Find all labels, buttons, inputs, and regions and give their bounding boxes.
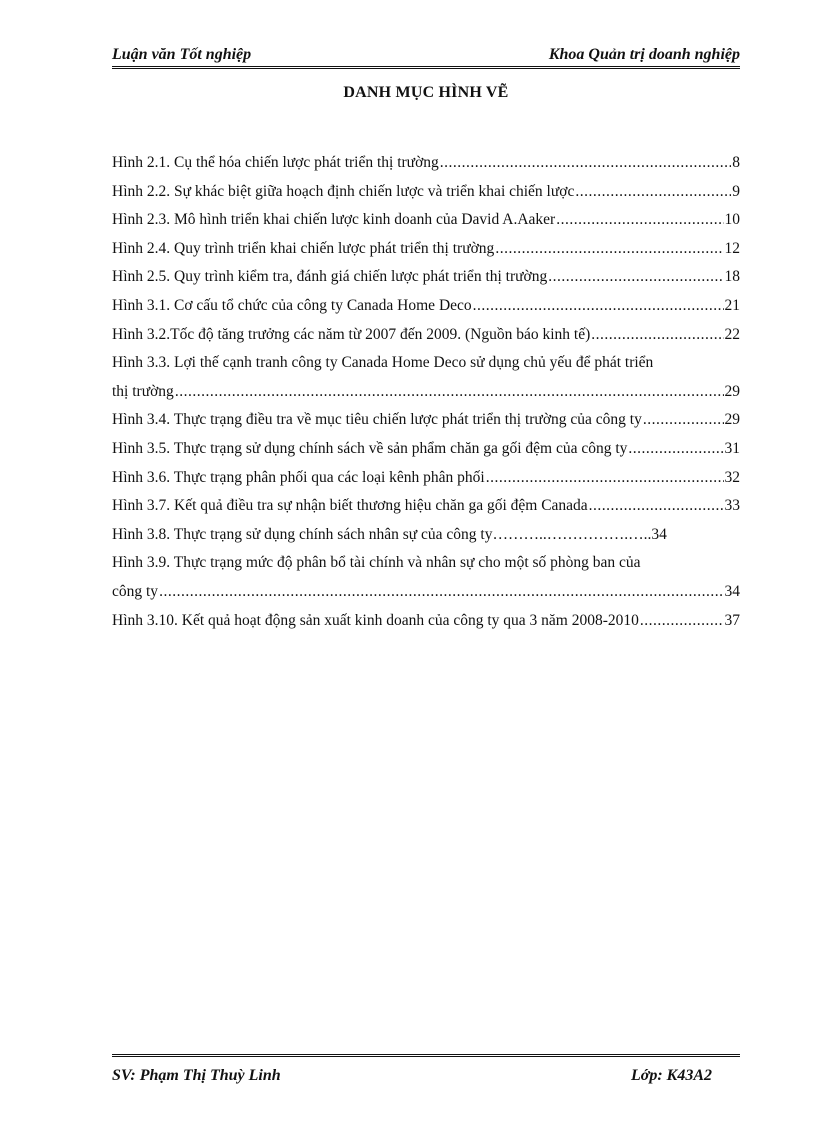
toc-dot-leader bbox=[548, 263, 723, 292]
toc-dot-leader bbox=[575, 178, 731, 207]
toc-entry-label: Hình 3.1. Cơ cấu tổ chức của công ty Canada Home Deco bbox=[112, 296, 472, 314]
toc-entry bbox=[112, 292, 740, 321]
toc-entry-label: Hình 2.1. Cụ thể hóa chiến lược phát triển thị trường bbox=[112, 154, 439, 171]
toc-entry-page: 21 bbox=[724, 296, 740, 314]
toc-dot-leader bbox=[589, 492, 724, 521]
toc-entry-page: 8 bbox=[732, 154, 740, 171]
toc-entry-page: 34 bbox=[724, 582, 740, 600]
toc-entry-page: 10 bbox=[724, 211, 740, 229]
page-title: DANH MỤC HÌNH VẼ bbox=[343, 84, 509, 101]
toc-entry-label: Hình 3.2.Tốc độ tăng trưởng các năm từ 2007 đến 2009. (Nguồn báo kinh tế) bbox=[112, 325, 591, 343]
toc-entry bbox=[112, 206, 740, 235]
toc-entry bbox=[112, 235, 740, 264]
toc-entry-label: Hình 2.4. Quy trình triển khai chiến lược phát triển thị trường bbox=[112, 239, 495, 257]
toc-entry bbox=[112, 149, 740, 178]
toc-entry-line1 bbox=[112, 549, 740, 578]
toc-entry bbox=[112, 406, 740, 435]
toc-dot-leader bbox=[486, 464, 724, 493]
toc-entry-page: 34 bbox=[651, 525, 667, 543]
header-faculty-label: Khoa Quản trị doanh nghiệp bbox=[548, 46, 740, 63]
toc-entry-label: Hình 3.6. Thực trạng phân phối qua các loại kênh phân phối bbox=[112, 468, 485, 486]
toc-entry-page: 29 bbox=[724, 382, 740, 400]
toc-entry bbox=[112, 321, 740, 350]
toc-entry bbox=[112, 607, 740, 636]
footer-class-label: Lớp: K43A2 bbox=[630, 1067, 712, 1084]
toc-dot-leader bbox=[495, 235, 723, 264]
toc-dot-leader bbox=[175, 378, 724, 407]
toc-entry-label: Hình 3.7. Kết quả điều tra sự nhận biết thương hiệu chăn ga gối đệm Canada bbox=[112, 497, 588, 515]
footer-student-name: SV: Phạm Thị Thuỳ Linh bbox=[112, 1067, 281, 1084]
toc-entry bbox=[112, 435, 740, 464]
toc-dot-leader bbox=[591, 321, 723, 350]
toc-dot-leader bbox=[440, 149, 731, 178]
toc-entry-page: 22 bbox=[724, 325, 740, 343]
toc-entry-label: Hình 3.3. Lợi thế cạnh tranh công ty Canada Home Deco sử dụng chủ yếu để phát triển bbox=[112, 354, 654, 372]
toc-dot-leader bbox=[628, 435, 723, 464]
toc-entry-label-cont: công ty bbox=[112, 582, 159, 600]
toc-entry-page: 12 bbox=[724, 239, 740, 257]
toc-entry-label: Hình 3.4. Thực trạng điều tra về mục tiêu chiến lược phát triển thị trường của công ty bbox=[112, 411, 642, 429]
toc-entry bbox=[112, 263, 740, 292]
toc-entry-label: Hình 2.2. Sự khác biệt giữa hoạch định chiến lược và triển khai chiến lược bbox=[112, 182, 575, 200]
toc-dot-leader bbox=[640, 607, 724, 636]
toc-entry-label: Hình 3.5. Thực trạng sử dụng chính sách về sản phẩm chăn ga gối đệm của công ty bbox=[112, 439, 628, 457]
toc-entry bbox=[112, 492, 740, 521]
toc-entry-label-cont: thị trường bbox=[112, 382, 174, 400]
toc-entry-label: Hình 3.8. Thực trạng sử dụng chính sách nhân sự của công ty………..…………….….. bbox=[112, 525, 652, 543]
toc-entry bbox=[112, 378, 740, 407]
toc-entry bbox=[112, 521, 740, 550]
toc-entry-page: 31 bbox=[724, 439, 740, 457]
toc-dot-leader bbox=[159, 578, 723, 607]
toc-entry-page: 18 bbox=[724, 268, 740, 286]
toc-entry-label: Hình 3.9. Thực trạng mức độ phân bổ tài chính và nhân sự cho một số phòng ban của bbox=[112, 554, 641, 572]
toc-entry-label: Hình 3.10. Kết quả hoạt động sản xuất kinh doanh của công ty qua 3 năm 2008-2010 bbox=[112, 611, 639, 629]
toc-entry bbox=[112, 178, 740, 207]
toc-entry-page: 33 bbox=[724, 497, 740, 515]
toc-entry-page: 32 bbox=[724, 468, 740, 486]
toc-dot-leader bbox=[556, 206, 723, 235]
figure-list bbox=[112, 149, 740, 635]
toc-entry-label: Hình 2.5. Quy trình kiểm tra, đánh giá chiến lược phát triển thị trường bbox=[112, 268, 548, 286]
toc-entry-page: 37 bbox=[724, 611, 740, 629]
header-thesis-label: Luận văn Tốt nghiệp bbox=[112, 46, 252, 63]
toc-entry-label: Hình 2.3. Mô hình triển khai chiến lược kinh doanh của David A.Aaker bbox=[112, 211, 556, 229]
toc-entry bbox=[112, 464, 740, 493]
page-header bbox=[112, 38, 740, 69]
toc-entry-line1 bbox=[112, 349, 740, 378]
toc-entry-page: 9 bbox=[732, 182, 740, 200]
toc-dot-leader bbox=[643, 406, 724, 435]
page-footer bbox=[112, 1054, 740, 1085]
toc-dot-leader bbox=[473, 292, 724, 321]
toc-entry bbox=[112, 578, 740, 607]
toc-entry-page: 29 bbox=[724, 411, 740, 429]
